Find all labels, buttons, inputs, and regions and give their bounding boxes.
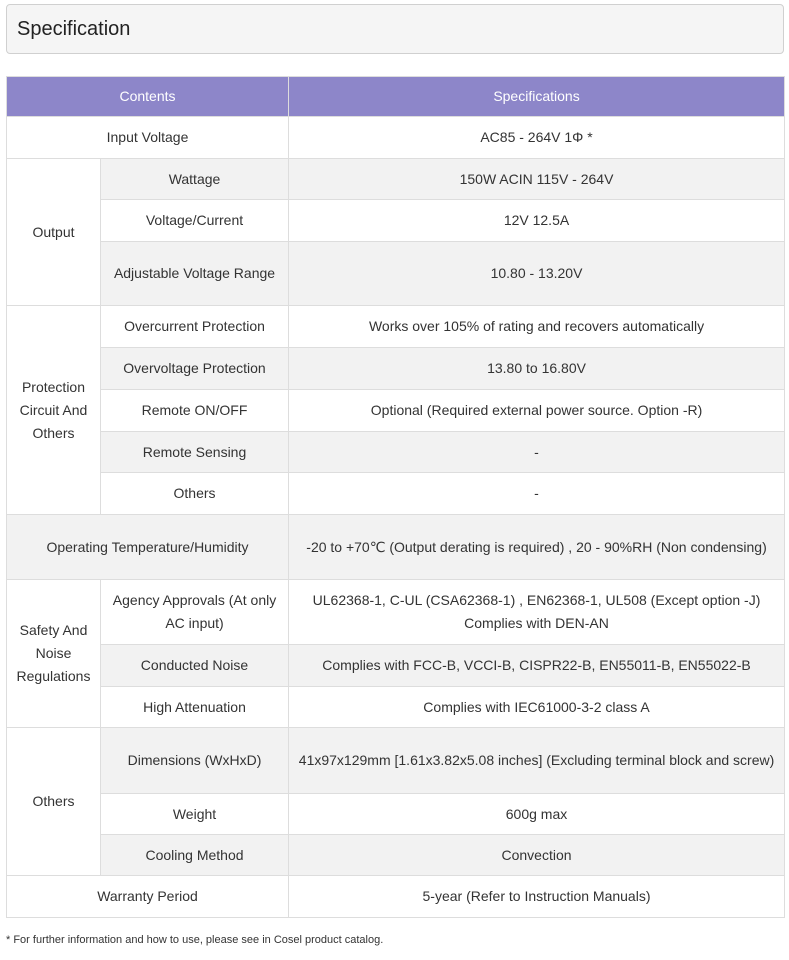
row-label: Others: [101, 473, 289, 515]
row-value: UL62368-1, C-UL (CSA62368-1) , EN62368-1, UL508 (Except option -J) Complies with DEN-AN: [289, 580, 785, 645]
group-label-output: Output: [7, 159, 101, 306]
table-row: [7, 580, 785, 645]
row-value: Complies with IEC61000-3-2 class A: [289, 687, 785, 728]
row-label: Remote Sensing: [101, 432, 289, 473]
table-row: [7, 390, 785, 432]
group-label-protection: Protection Circuit And Others: [7, 306, 101, 515]
table-row: [7, 200, 785, 242]
table-row: [7, 473, 785, 515]
row-label: Wattage: [101, 159, 289, 200]
row-value: 13.80 to 16.80V: [289, 348, 785, 390]
row-label: Cooling Method: [101, 835, 289, 876]
section-title: [6, 4, 784, 54]
row-value: Complies with FCC-B, VCCI-B, CISPR22-B, EN55011-B, EN55022-B: [289, 645, 785, 687]
table-header-row: [7, 77, 785, 117]
row-label: Adjustable Voltage Range: [101, 242, 289, 306]
row-label: Overvoltage Protection: [101, 348, 289, 390]
group-label-safety: Safety And Noise Regulations: [7, 580, 101, 728]
table-row: [7, 306, 785, 348]
row-label: Input Voltage: [7, 117, 289, 159]
footnote: * For further information and how to use, please see in Cosel product catalog.: [6, 934, 384, 946]
spec-table: [6, 76, 785, 918]
section-title-text: Specification: [17, 17, 131, 40]
table-row: [7, 728, 785, 794]
table-row: [7, 117, 785, 159]
table-row: [7, 876, 785, 918]
row-label: Remote ON/OFF: [101, 390, 289, 432]
row-label: Operating Temperature/Humidity: [7, 515, 289, 580]
row-label: Weight: [101, 794, 289, 835]
row-value: 10.80 - 13.20V: [289, 242, 785, 306]
row-value: Works over 105% of rating and recovers automatically: [289, 306, 785, 348]
row-label: High Attenuation: [101, 687, 289, 728]
group-label-others: Others: [7, 728, 101, 876]
table-row: [7, 645, 785, 687]
row-value: 150W ACIN 115V - 264V: [289, 159, 785, 200]
row-label: Voltage/Current: [101, 200, 289, 242]
row-value: 600g max: [289, 794, 785, 835]
table-row: [7, 515, 785, 580]
row-value: Optional (Required external power source. Option -R): [289, 390, 785, 432]
table-row: [7, 348, 785, 390]
table-row: [7, 687, 785, 728]
row-value: -: [289, 473, 785, 515]
table-row: [7, 159, 785, 200]
row-value: -20 to +70℃ (Output derating is required) , 20 - 90%RH (Non condensing): [289, 515, 785, 580]
header-specifications: Specifications: [289, 77, 785, 117]
table-row: [7, 794, 785, 835]
table-row: [7, 835, 785, 876]
row-value: 12V 12.5A: [289, 200, 785, 242]
table-row: [7, 242, 785, 306]
row-label: Warranty Period: [7, 876, 289, 918]
row-label: Conducted Noise: [101, 645, 289, 687]
row-value: 41x97x129mm [1.61x3.82x5.08 inches] (Excluding terminal block and screw): [289, 728, 785, 794]
row-value: -: [289, 432, 785, 473]
row-label: Agency Approvals (At only AC input): [101, 580, 289, 645]
row-value: Convection: [289, 835, 785, 876]
row-value: 5-year (Refer to Instruction Manuals): [289, 876, 785, 918]
row-label: Dimensions (WxHxD): [101, 728, 289, 794]
row-label: Overcurrent Protection: [101, 306, 289, 348]
table-row: [7, 432, 785, 473]
row-value: AC85 - 264V 1Φ *: [289, 117, 785, 159]
header-contents: Contents: [7, 77, 289, 117]
